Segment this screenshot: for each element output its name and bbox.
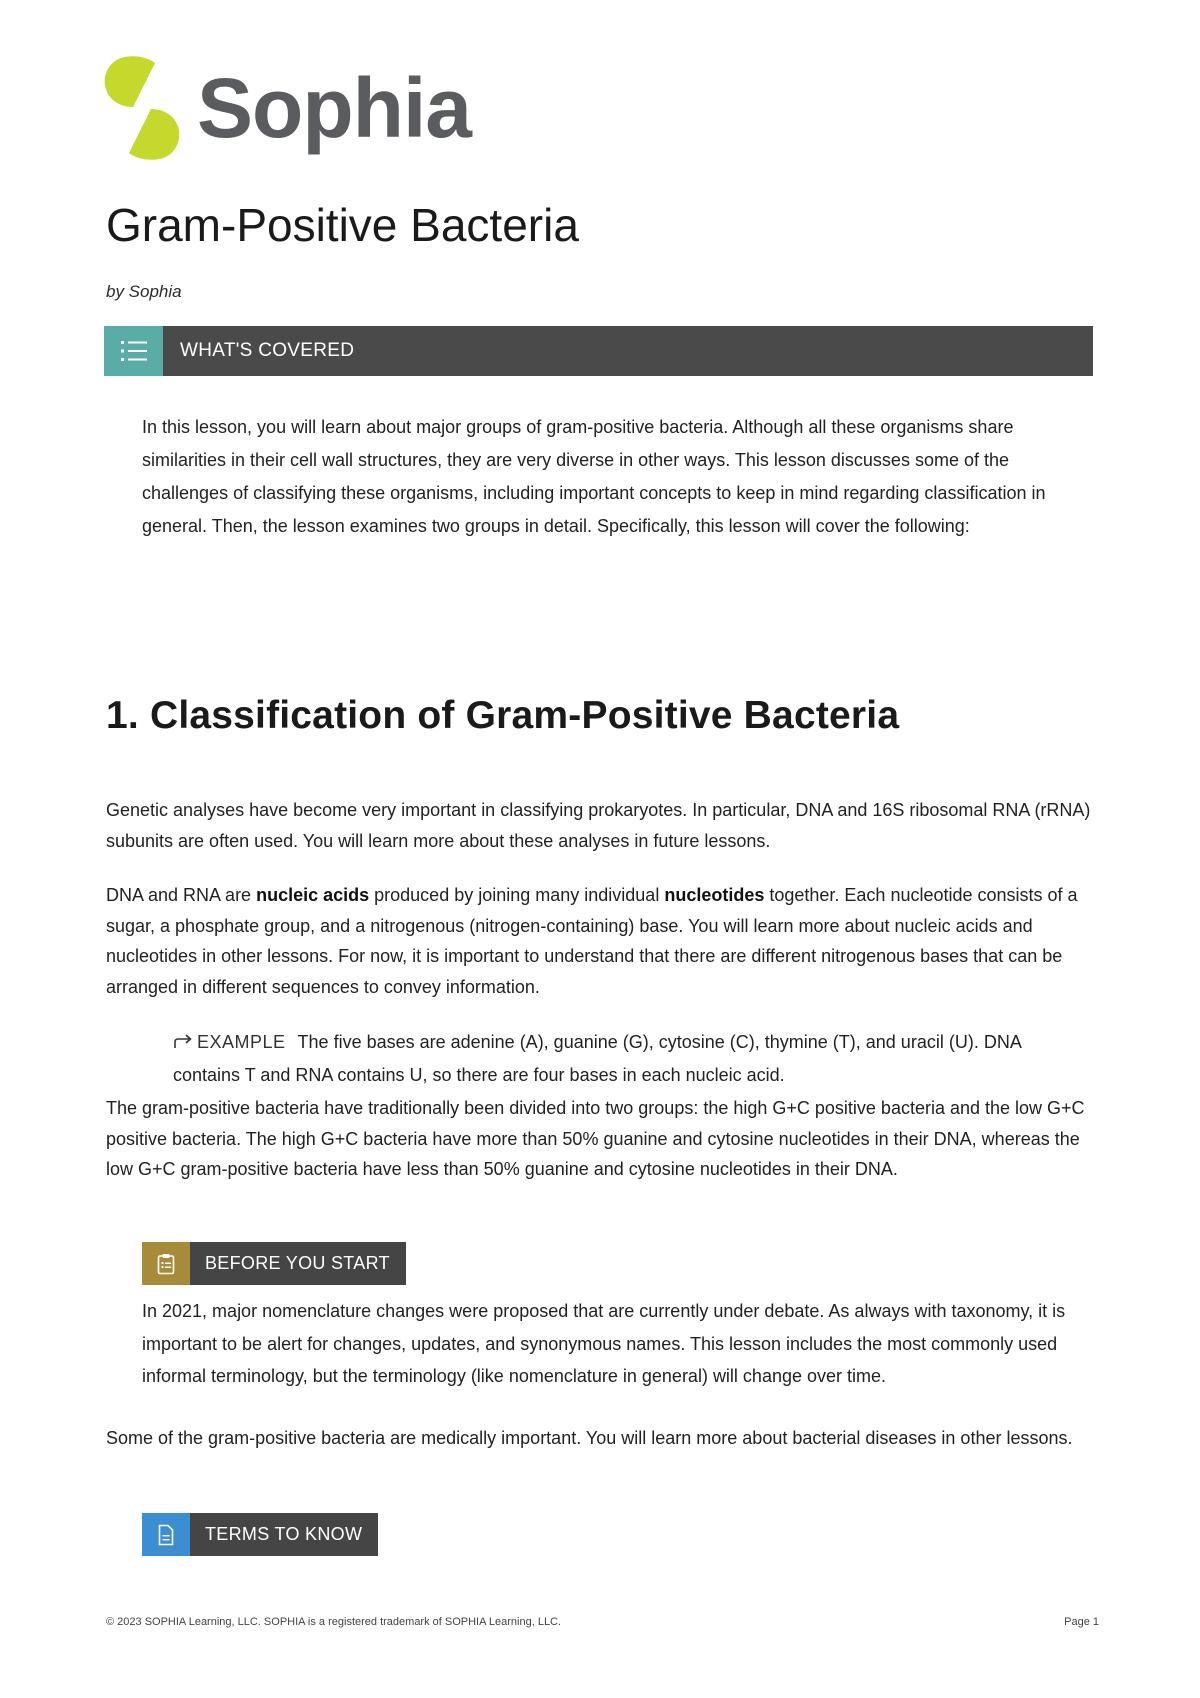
paragraph-text: produced by joining many individual xyxy=(369,885,665,905)
terms-to-know-label: TERMS TO KNOW xyxy=(205,1524,363,1544)
sophia-wordmark: Sophia xyxy=(197,60,472,155)
whats-covered-text: In this lesson, you will learn about major groups of gram-positive bacteria. Although all these organisms share similarities in their cell wall structures, they are very diverse in other ways. This lesson discusses some of the challenges of classifying these organisms, including important concepts to keep in mind regarding classification in general. Then, the lesson examines two groups in detail. Specifically, this lesson will cover the following: xyxy=(142,417,1046,536)
whats-covered-banner xyxy=(104,326,1093,376)
section-heading: 1. Classification of Gram-Positive Bacteria xyxy=(106,694,900,737)
paragraph-gc-groups: The gram-positive bacteria have traditionally been divided into two groups: the high G+C positive bacteria and the low G+C positive bacteria. The high G+C bacteria have more than 50% guanine and cytosine nucleotides in their DNA, whereas the low G+C gram-positive bacteria have less than 50% guanine and cytosine nucleotides in their DNA. xyxy=(106,1098,1085,1179)
before-you-start-tag xyxy=(142,1242,406,1285)
terms-to-know-tag xyxy=(142,1513,378,1556)
term-nucleotides: nucleotides xyxy=(664,885,765,905)
example-callout xyxy=(173,1026,1073,1092)
paragraph-medical-importance: Some of the gram-positive bacteria are medically important. You will learn more about bacterial diseases in other lessons. xyxy=(106,1428,1073,1448)
before-you-start-text: In 2021, major nomenclature changes were proposed that are currently under debate. As always with taxonomy, it is important to be alert for changes, updates, and synonymous names. This lesson includes the most commonly used informal terminology, but the terminology (like nomenclature in general) will change over time. xyxy=(142,1301,1066,1386)
page-title: Gram-Positive Bacteria xyxy=(106,199,579,251)
paragraph-text: DNA and RNA are xyxy=(106,885,257,905)
before-you-start-label: BEFORE YOU START xyxy=(205,1253,390,1273)
footer-page-number: Page 1 xyxy=(1064,1616,1099,1628)
byline: by Sophia xyxy=(106,282,182,301)
paragraph-genetic-analyses: Genetic analyses have become very important in classifying prokaryotes. In particular, DNA and 16S ribosomal RNA (rRNA) subunits are often used. You will learn more about these analyses in future lessons. xyxy=(106,800,1091,851)
whats-covered-label: WHAT'S COVERED xyxy=(180,340,355,361)
arrow-icon xyxy=(173,1026,193,1059)
sophia-logo-icon xyxy=(103,55,181,161)
list-icon xyxy=(104,326,163,376)
example-text: The five bases are adenine (A), guanine (G), cytosine (C), thymine (T), and uracil (U). DNA contains T and RNA contains U, so there are four bases in each nucleic acid. xyxy=(173,1032,1021,1085)
clipboard-icon xyxy=(142,1242,190,1285)
footer-copyright: © 2023 SOPHIA Learning, LLC. SOPHIA is a registered trademark of SOPHIA Learning, LLC. xyxy=(106,1616,562,1628)
sophia-logo xyxy=(103,55,471,160)
example-label: EXAMPLE xyxy=(197,1032,286,1052)
document-icon xyxy=(142,1513,190,1556)
term-nucleic-acids: nucleic acids xyxy=(256,885,370,905)
paragraph-text: together. Each nucleotide consists of a sugar, a phosphate group, and a nitrogenous (nitrogen-containing) base. You will learn more about nucleic acids and nucleotides in other lessons. For now, it is important to understand that there are different nitrogenous bases that can be arranged in different sequences to convey information. xyxy=(106,885,1078,997)
paragraph-nucleic-acids xyxy=(106,880,1096,1002)
